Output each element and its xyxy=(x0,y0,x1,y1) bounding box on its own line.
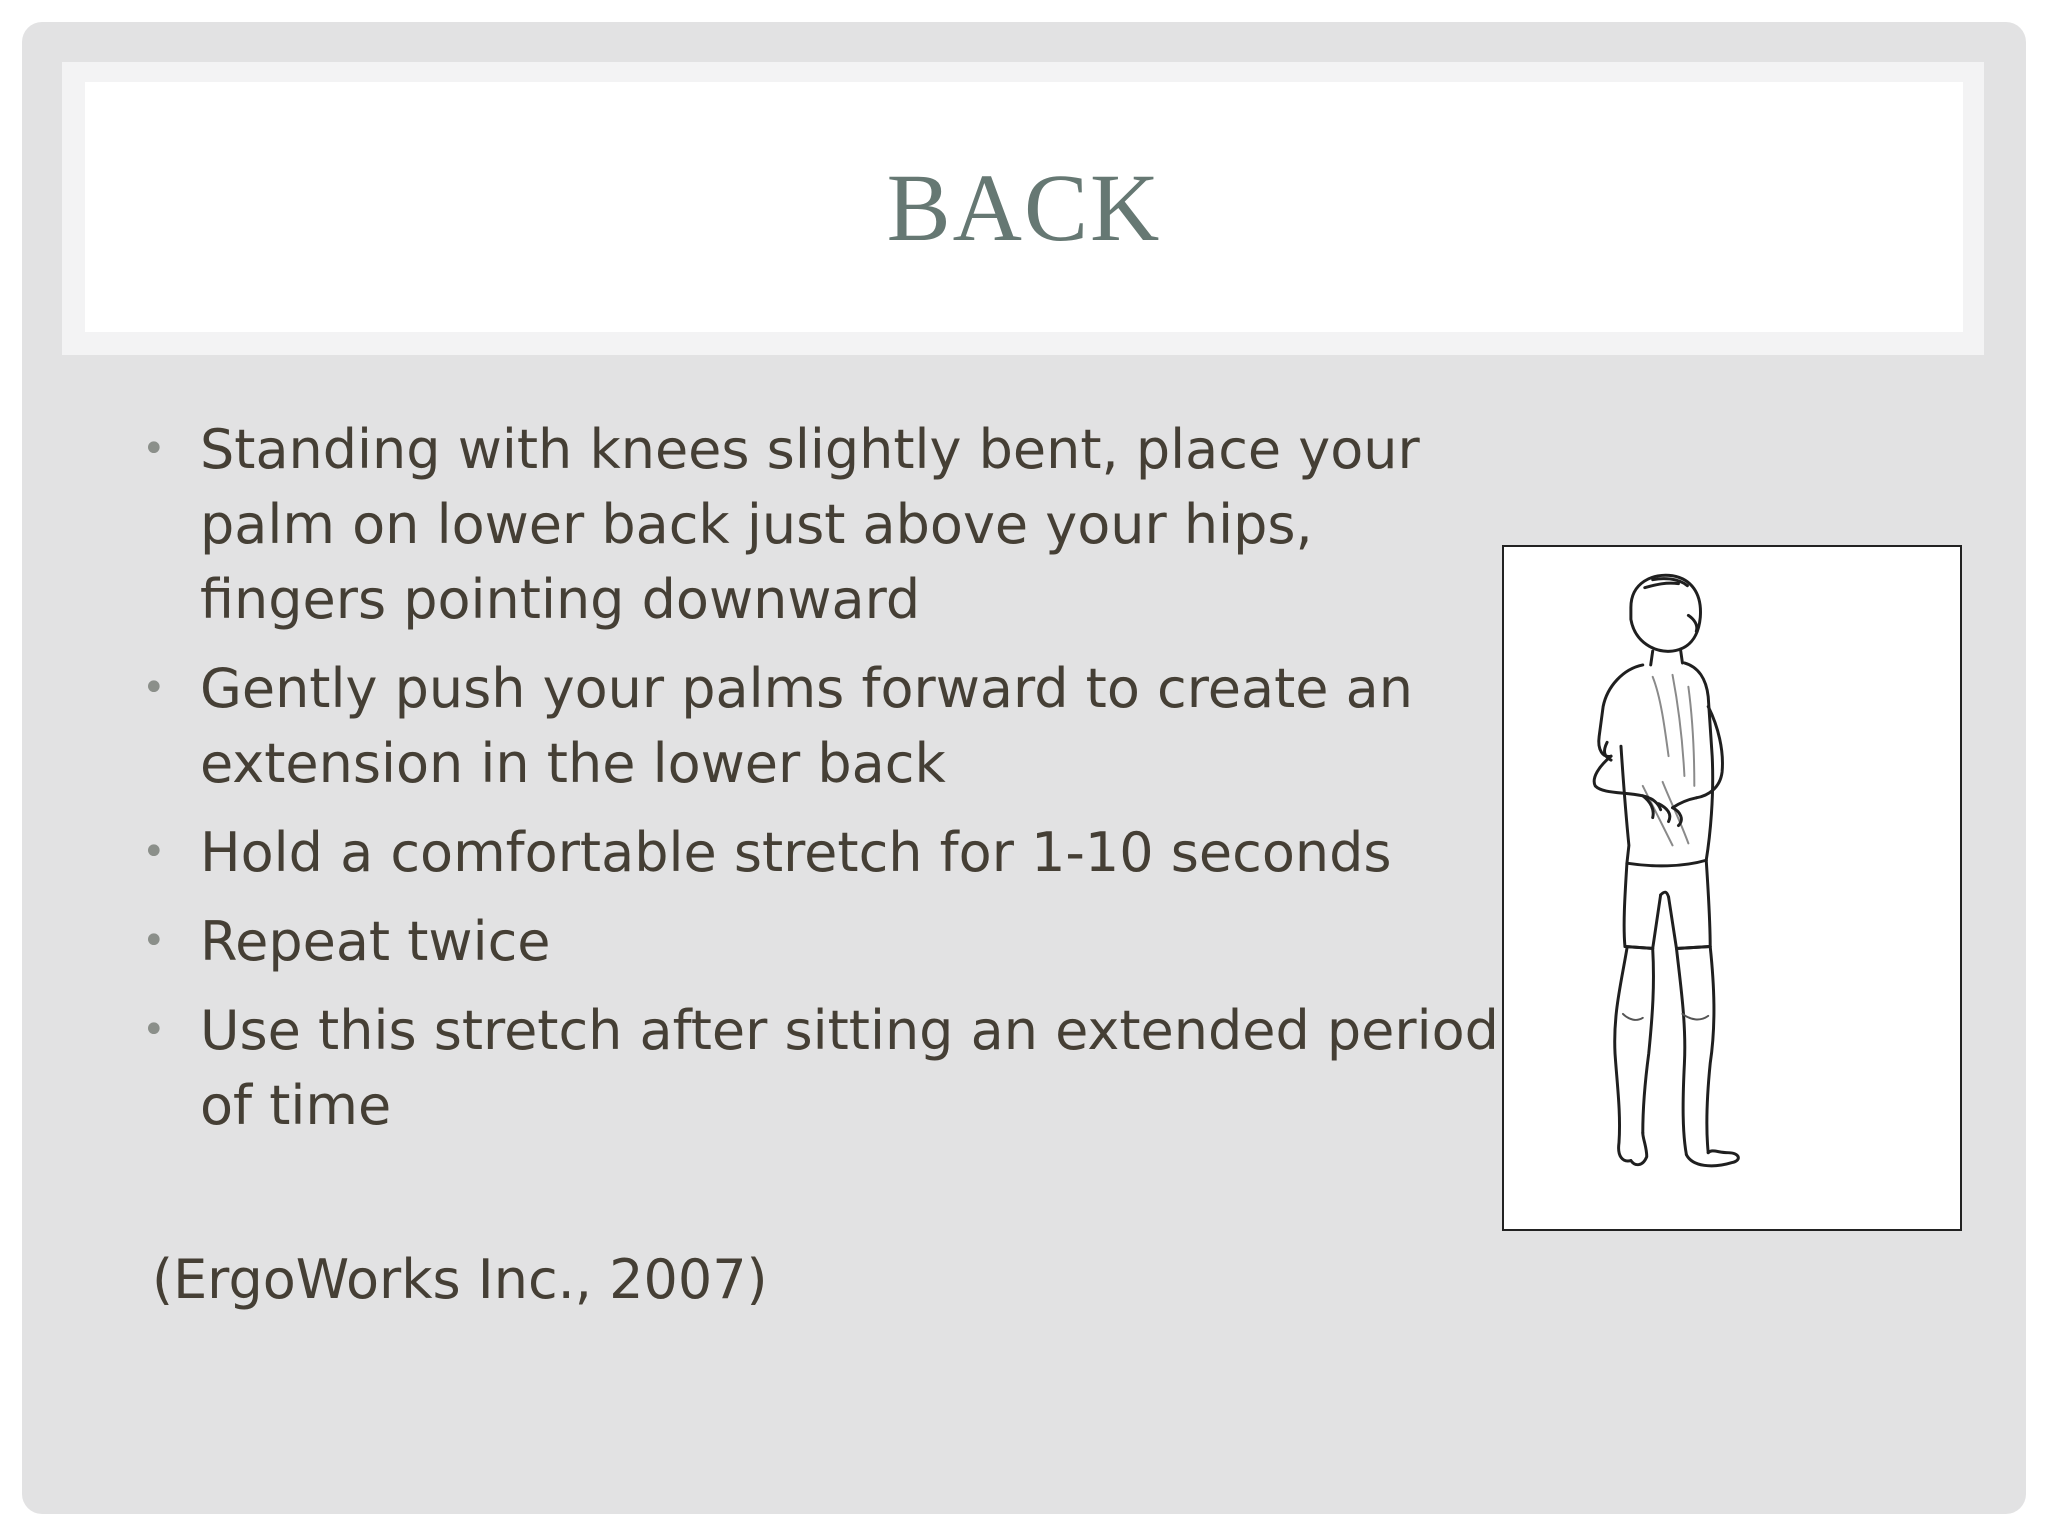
bullet-text: Gently push your palms forward to create an extension in the lower back xyxy=(200,657,1413,795)
bullet-icon: • xyxy=(142,918,166,964)
bullet-icon: • xyxy=(142,665,166,711)
bullet-icon: • xyxy=(142,829,166,875)
standing-back-stretch-illustration xyxy=(1502,545,1962,1231)
bullet-text: Standing with knees slightly bent, place your palm on lower back just above your hips, fingers pointing downward xyxy=(200,418,1420,631)
list-item xyxy=(142,651,1502,801)
list-item xyxy=(142,412,1502,637)
list-item xyxy=(142,904,1502,979)
citation: (ErgoWorks Inc., 2007) xyxy=(152,1248,768,1311)
bullet-text: Use this stretch after sitting an extended period of time xyxy=(200,999,1499,1137)
person-stretching-icon xyxy=(1504,547,1960,1229)
slide xyxy=(22,22,2026,1514)
bullet-text: Repeat twice xyxy=(200,910,551,973)
slide-title: BACK xyxy=(886,153,1162,261)
list-item xyxy=(142,993,1502,1143)
bullet-text: Hold a comfortable stretch for 1-10 seconds xyxy=(200,821,1392,884)
bullet-icon: • xyxy=(142,1007,166,1053)
list-item xyxy=(142,815,1502,890)
bullet-list xyxy=(142,412,1502,1157)
bullet-icon: • xyxy=(142,426,166,472)
